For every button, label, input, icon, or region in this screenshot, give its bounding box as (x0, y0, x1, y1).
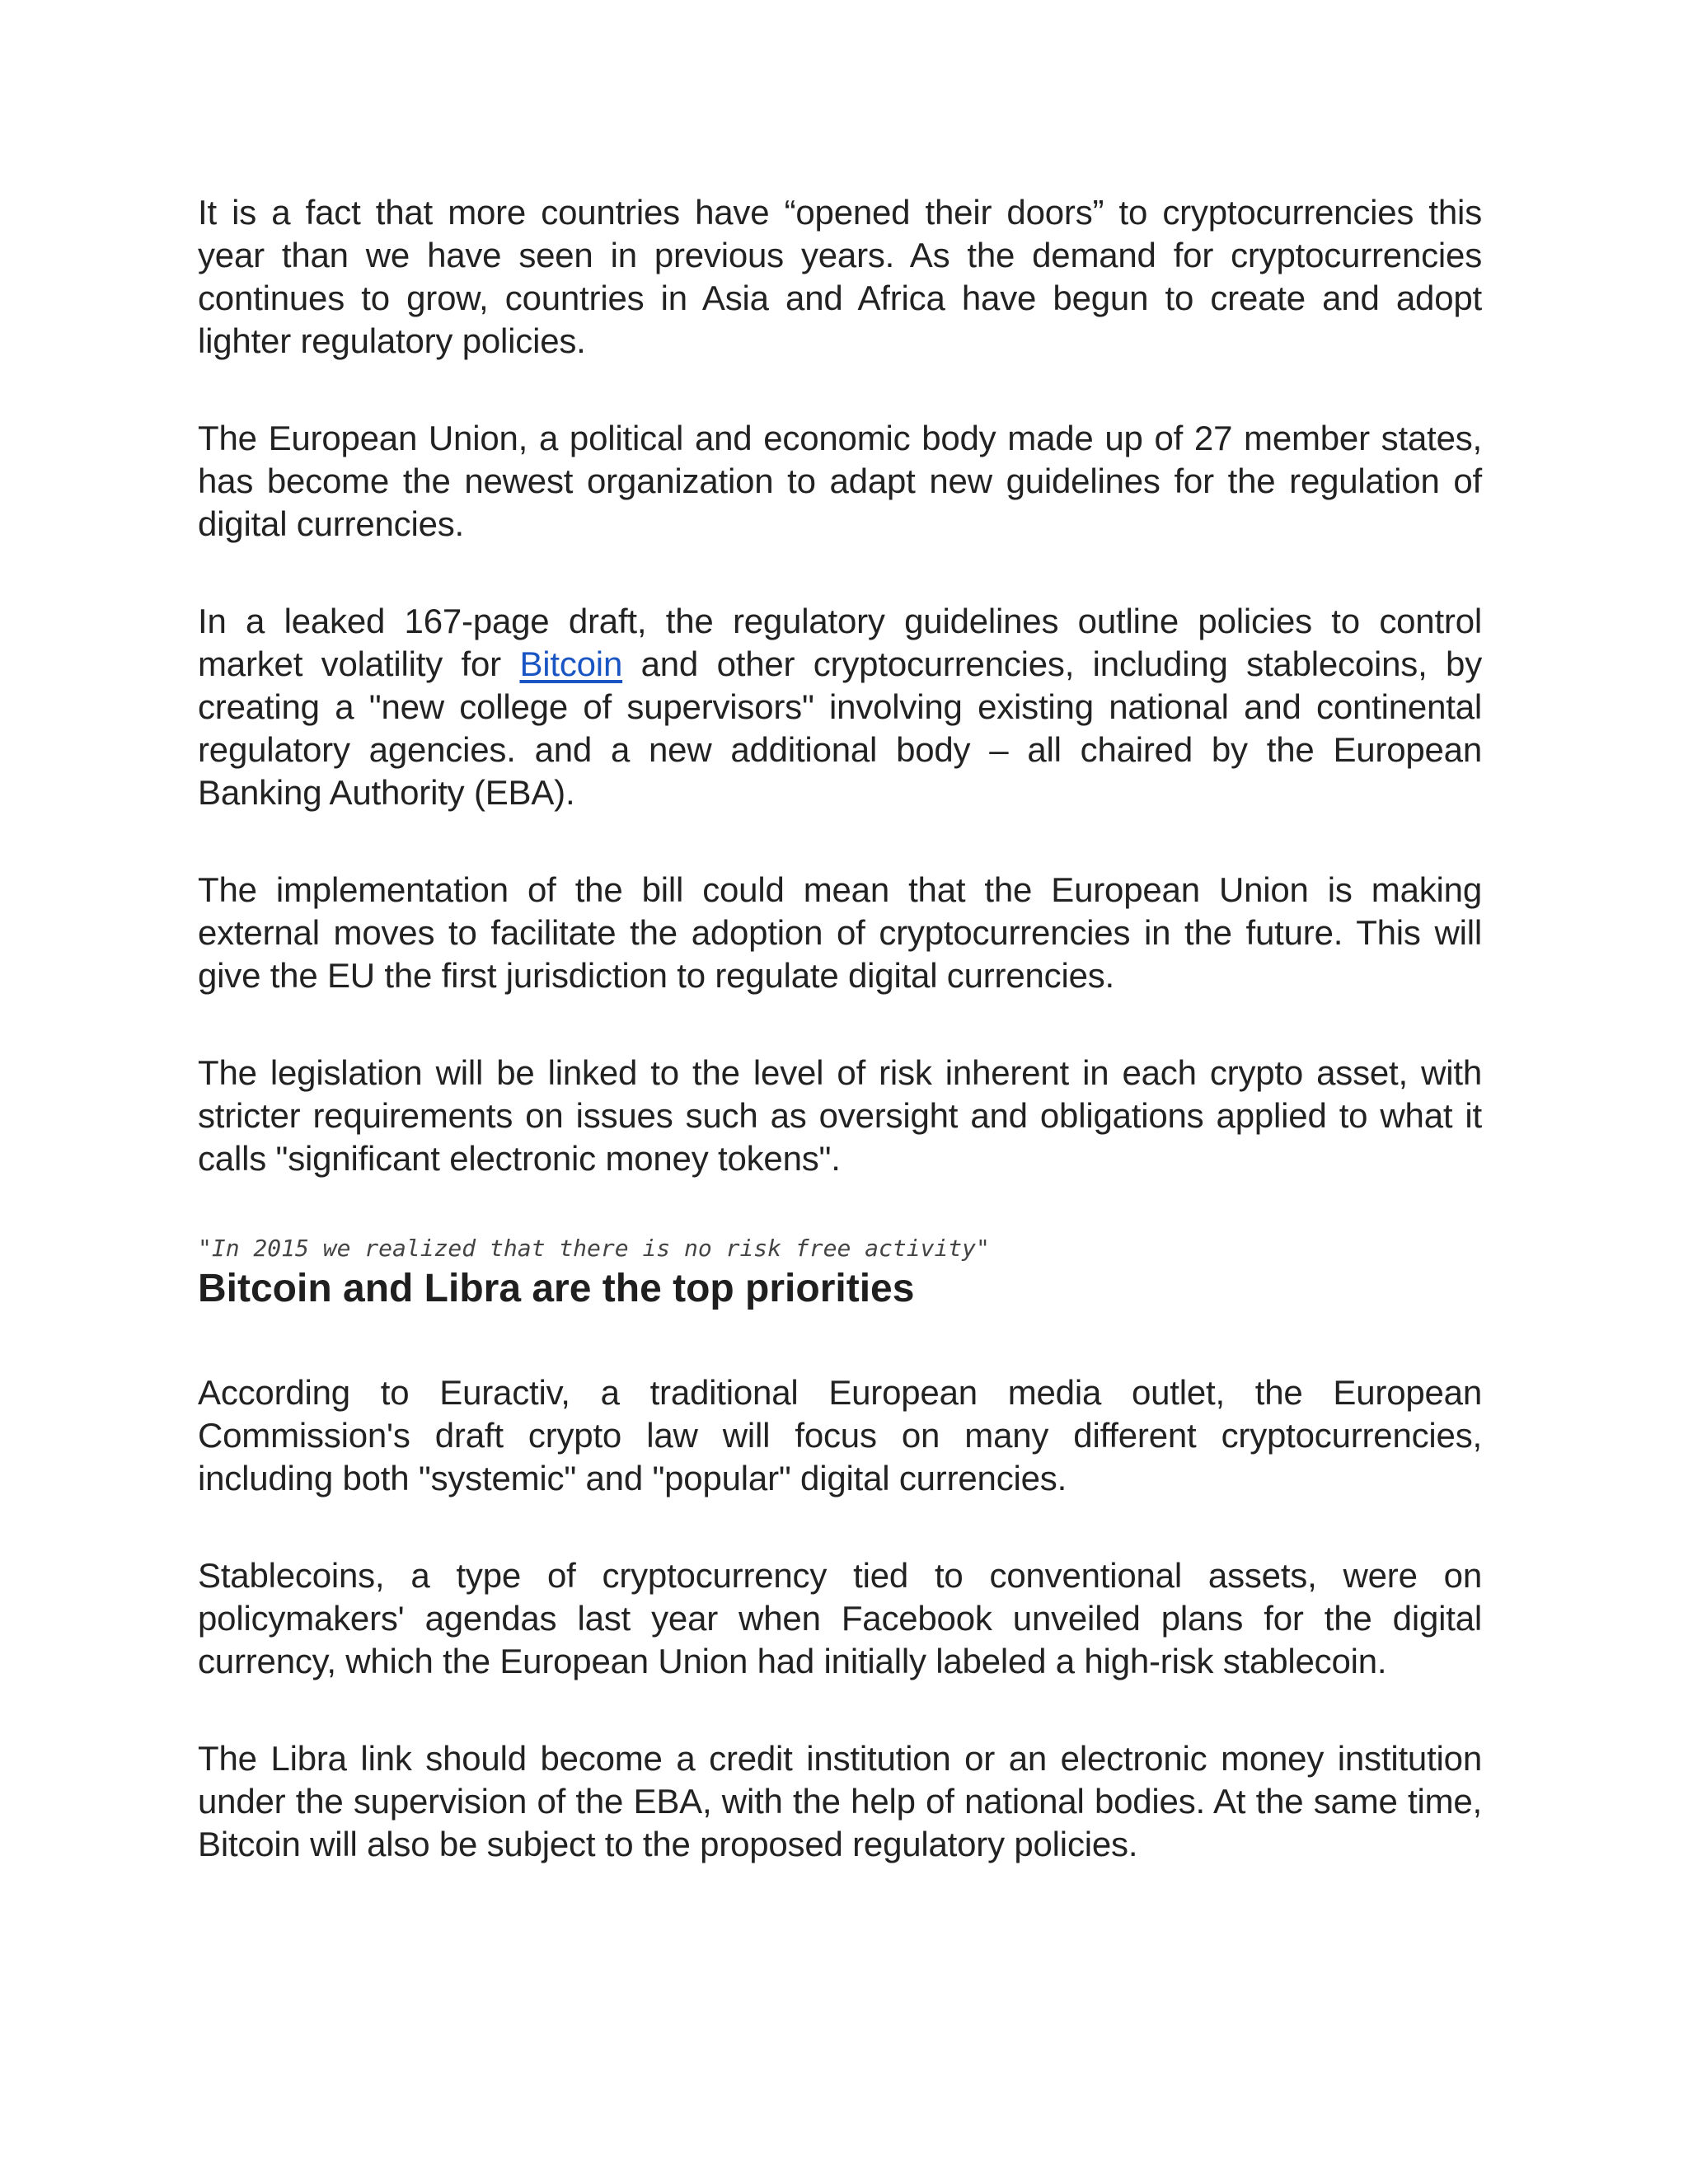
paragraph-bill-implementation: The implementation of the bill could mean that the European Union is making external moves to facilitate the adoption of cryptocurrencies in the future. This will give the EU the first jurisdiction to regulate digital currencies. (198, 870, 1482, 995)
section-heading: Bitcoin and Libra are the top priorities (198, 1267, 915, 1310)
paragraph-european-union: The European Union, a political and economic body made up of 27 member states, has become the newest organization to adapt new guidelines for the regulation of digital currencies. (198, 419, 1482, 543)
bitcoin-link[interactable]: Bitcoin (519, 644, 623, 683)
leaked-draft-text-end: and other cryptocurrencies, including stablecoins, by creating a "new college of supervisors" involving existing national and continental regulatory agencies. and a new additional body – all chaired by the European Banking Authority (EBA). (198, 644, 1482, 812)
paragraph-leaked-draft (198, 600, 1482, 814)
paragraph-euractiv: According to Euractiv, a traditional European media outlet, the European Commission's draft crypto law will focus on many different cryptocurrencies, including both "systemic" and "popular" digital currencies. (198, 1373, 1482, 1497)
paragraph-countries-open-doors: It is a fact that more countries have “opened their doors” to cryptocurrencies this year than we have seen in previous years. As the demand for cryptocurrencies continues to grow, countries in Asia and Africa have begun to create and adopt lighter regulatory policies. (198, 193, 1482, 360)
leaked-draft-text-start: In a leaked 167-page draft, the regulatory guidelines outline policies to control market volatility for (198, 602, 1482, 683)
paragraph-stablecoins: Stablecoins, a type of cryptocurrency tied to conventional assets, were on policymakers' agendas last year when Facebook unveiled plans for the digital currency, which the European Union had initially labeled a high-risk stablecoin. (198, 1556, 1482, 1680)
document-page (198, 191, 1482, 1866)
paragraph-legislation-risk: The legislation will be linked to the level of risk inherent in each crypto asset, with stricter requirements on issues such as oversight and obligations applied to what it calls "significant electronic money tokens". (198, 1053, 1482, 1178)
paragraph-libra-link: The Libra link should become a credit institution or an electronic money institution under the supervision of the EBA, with the help of national bodies. At the same time, Bitcoin will also be subject to the proposed regulatory policies. (198, 1739, 1482, 1863)
pull-quote: "In 2015 we realized that there is no risk free activity" (198, 1235, 990, 1262)
